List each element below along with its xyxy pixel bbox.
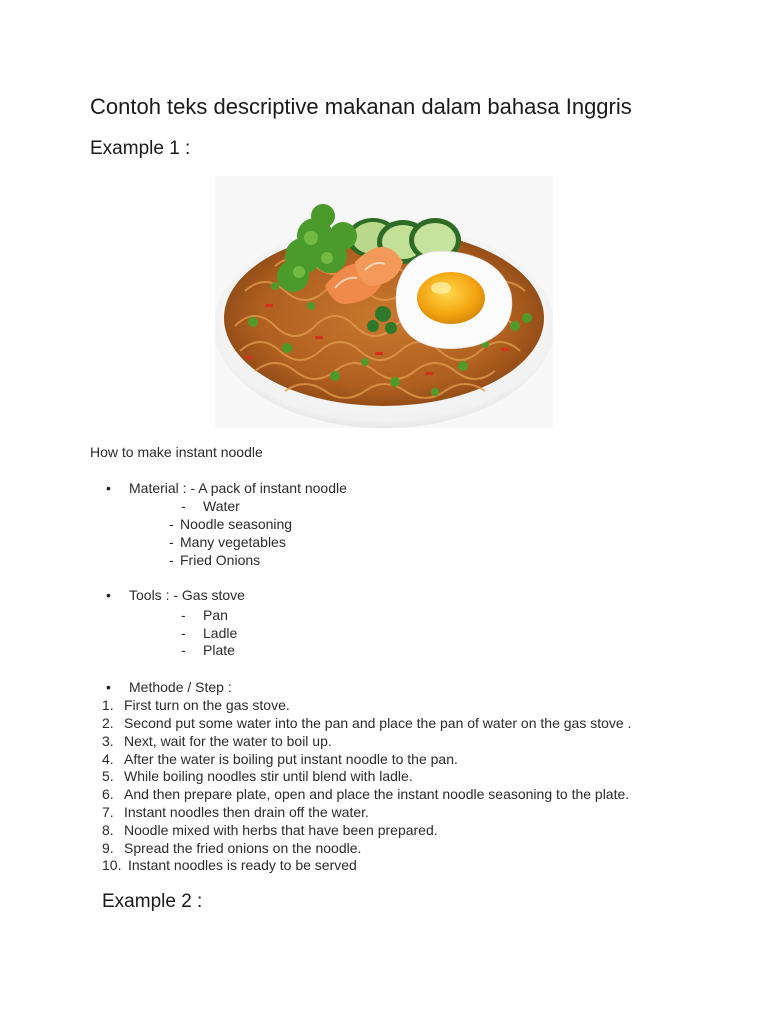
step-number: 8. [102,822,114,838]
step-number: 5. [102,768,114,784]
step-number: 7. [102,804,114,820]
step-text: After the water is boiling put instant noodle to the pan. [124,751,458,767]
step-number: 9. [102,840,114,856]
noodle-plate-image [215,176,553,428]
material-bullet: • [106,480,111,496]
noodle-photo [215,176,553,428]
step-text: Second put some water into the pan and place the pan of water on the gas stove . [124,715,632,731]
example-1-heading: Example 1 : [90,138,191,159]
tools-label: Tools : - Gas stove [129,587,245,603]
material-dash: - [181,498,186,514]
material-item: Many vegetables [180,534,286,550]
material-dash: - [169,534,174,550]
page-title: Contoh teks descriptive makanan dalam bahasa Inggris [90,94,632,119]
tools-item: Pan [203,607,228,623]
step-number: 3. [102,733,114,749]
step-number: 4. [102,751,114,767]
step-text: Next, wait for the water to boil up. [124,733,332,749]
method-bullet: • [106,679,111,695]
tools-dash: - [181,607,186,623]
tools-dash: - [181,625,186,641]
tools-item: Ladle [203,625,238,641]
tools-bullet: • [106,587,111,603]
material-label: Material : - A pack of instant noodle [129,480,347,496]
step-text: And then prepare plate, open and place the instant noodle seasoning to the plate. [124,786,630,802]
step-text: Spread the fried onions on the noodle. [124,840,362,856]
step-text: First turn on the gas stove. [124,697,290,713]
tools-item: Plate [203,642,235,658]
method-label: Methode / Step : [129,679,232,695]
material-dash: - [169,516,174,532]
step-number: 2. [102,715,114,731]
step-number: 10. [102,857,122,873]
material-item: Fried Onions [180,552,261,568]
example-2-heading: Example 2 : [102,891,203,912]
material-item: Water [203,498,240,514]
step-text: Instant noodles then drain off the water. [124,804,369,820]
tools-dash: - [181,642,186,658]
step-text: While boiling noodles stir until blend with ladle. [124,768,413,784]
material-item: Noodle seasoning [180,516,293,532]
step-text: Noodle mixed with herbs that have been prepared. [124,822,438,838]
step-number: 6. [102,786,114,802]
step-number: 1. [102,697,114,713]
step-text: Instant noodles is ready to be served [128,857,357,873]
intro-text: How to make instant noodle [90,444,263,460]
material-dash: - [169,552,174,568]
